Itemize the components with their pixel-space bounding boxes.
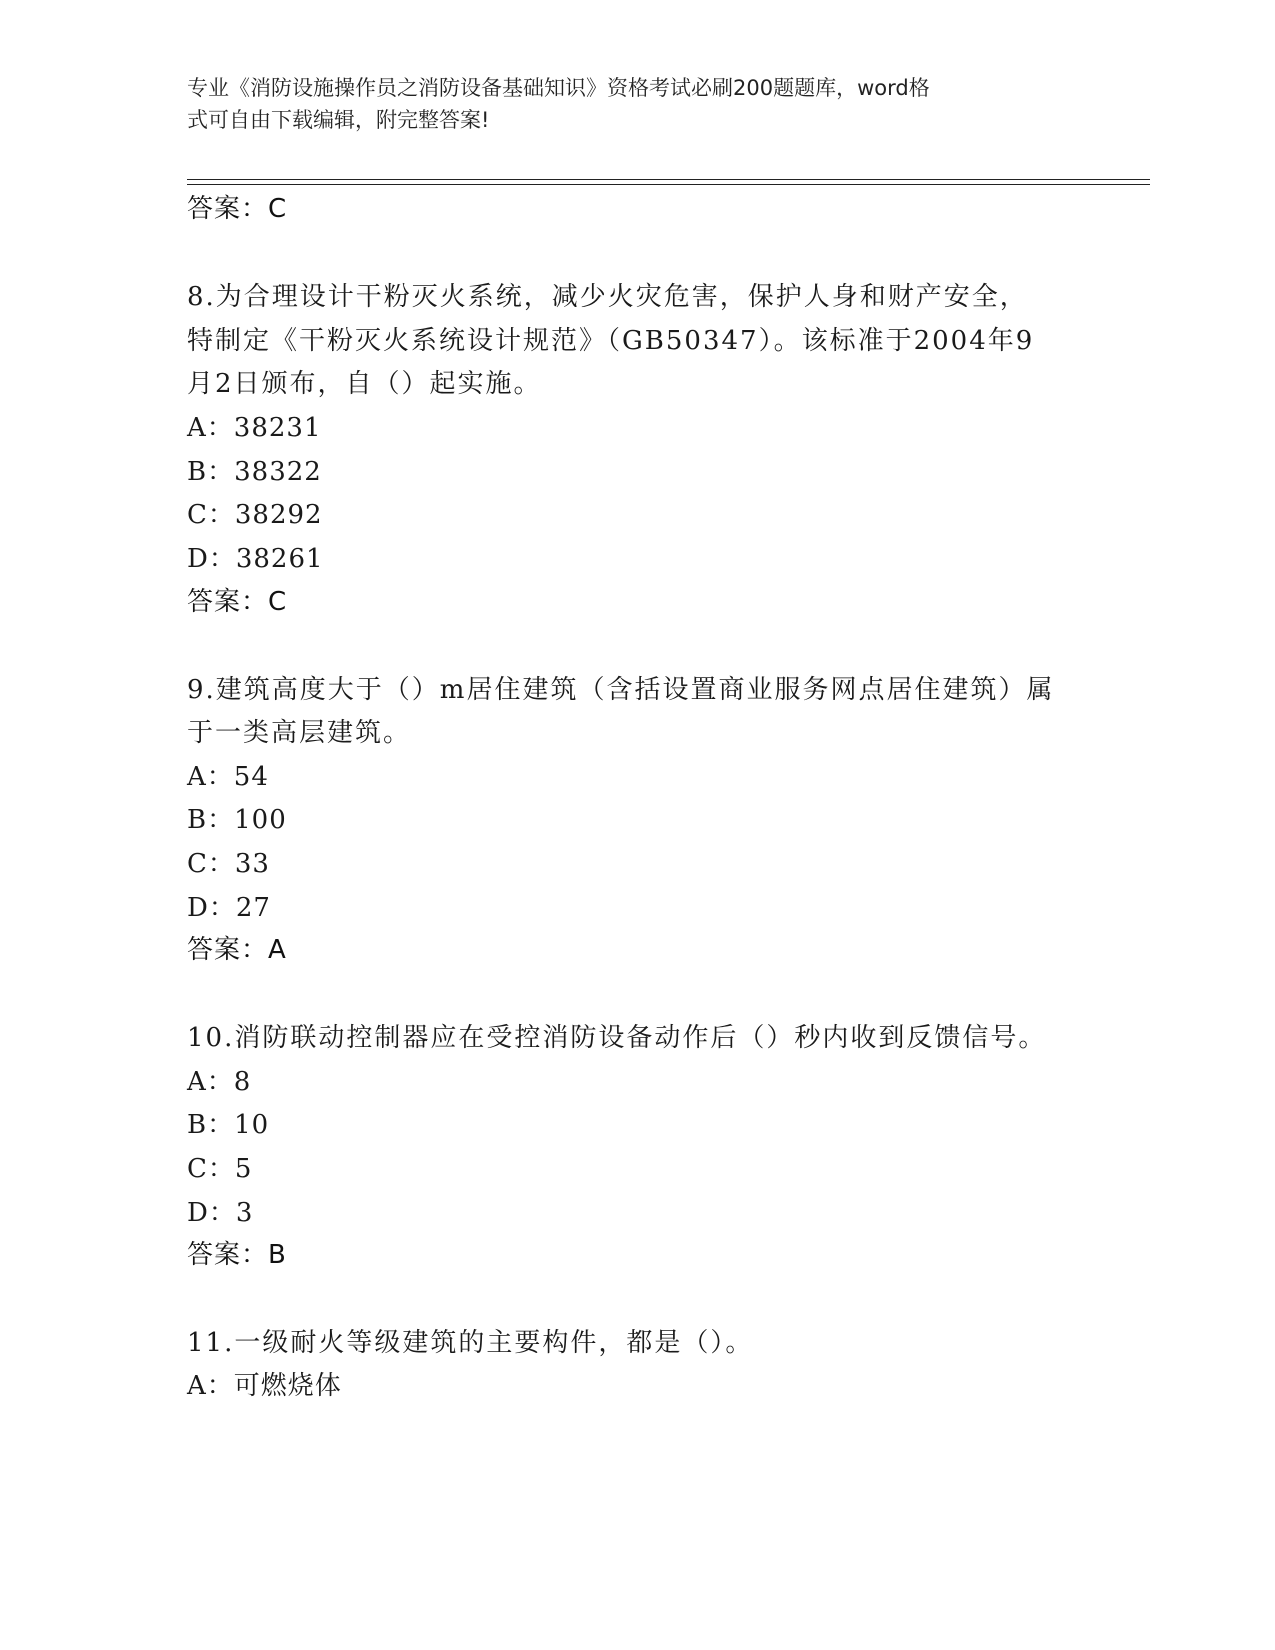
question-11-line-1: 11.一级耐火等级建筑的主要构件，都是（）。 [187,1328,754,1358]
question-9-option-a: A：54 [187,762,269,792]
question-8-option-a: A：38231 [187,413,322,443]
question-9-line-1: 9.建筑高度大于（）m居住建筑（含括设置商业服务网点居住建筑）属 [187,675,1055,705]
question-9-answer: 答案：A [187,935,287,965]
header-divider-top [187,179,1150,180]
question-8-option-d: D：38261 [187,544,324,574]
question-8-option-b: B：38322 [187,457,322,487]
header-line-2: 式可自由下载编辑，附完整答案! [187,108,490,132]
question-10-line-1: 10.消防联动控制器应在受控消防设备动作后（）秒内收到反馈信号。 [187,1023,1047,1053]
previous-answer: 答案：C [187,194,288,224]
question-11-option-a: A：可燃烧体 [187,1371,342,1401]
question-9-option-b: B：100 [187,805,287,835]
question-10-option-a: A：8 [187,1067,252,1097]
question-10-answer: 答案：B [187,1240,287,1270]
document-header [187,72,1067,136]
question-8-option-c: C：38292 [187,500,323,530]
header-divider-bottom [187,184,1150,185]
question-8-line-1: 8.为合理设计干粉灭火系统，减少火灾危害，保护人身和财产安全， [187,282,1028,312]
question-9-line-2: 于一类高层建筑。 [187,718,412,748]
question-8-line-2: 特制定《干粉灭火系统设计规范》（GB50347）。该标准于2004年9 [187,326,1035,356]
question-10-option-d: D：3 [187,1198,254,1228]
question-10-option-c: C：5 [187,1154,253,1184]
question-8-line-3: 月2日颁布，自（）起实施。 [187,369,542,399]
question-9-option-c: C：33 [187,849,270,879]
question-9-option-d: D：27 [187,893,271,923]
question-8-answer: 答案：C [187,587,288,617]
question-10-option-b: B：10 [187,1110,270,1140]
header-line-1: 专业《消防设施操作员之消防设备基础知识》资格考试必刷200题题库，word格 [187,76,930,100]
